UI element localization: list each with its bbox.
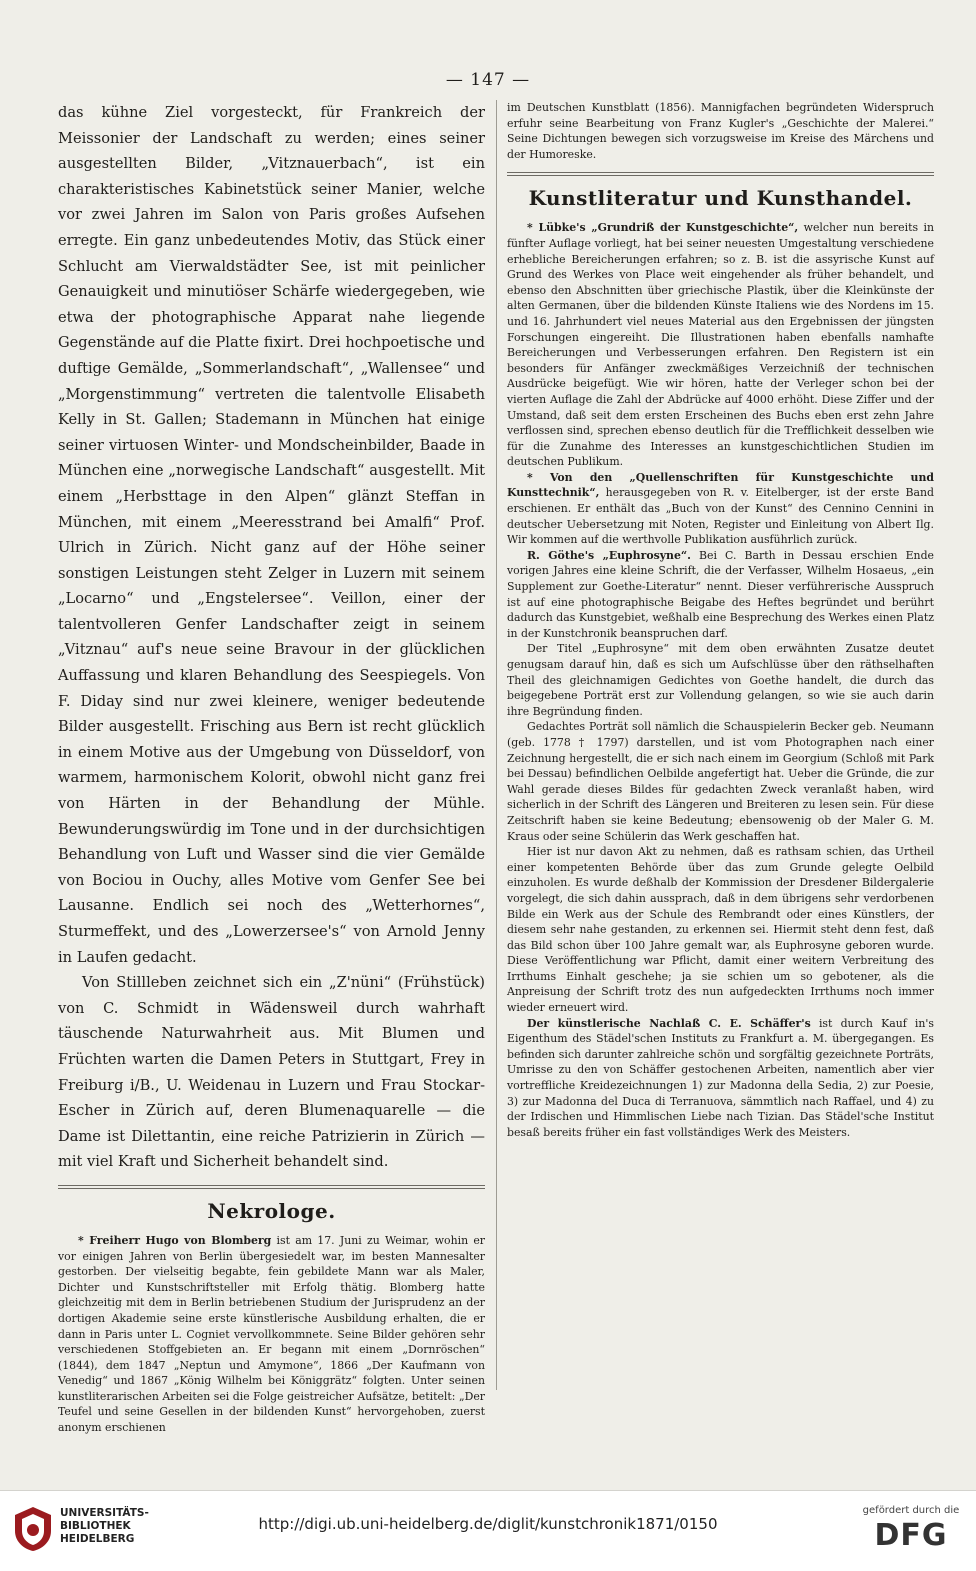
item-luebke (507, 220, 934, 470)
permalink-url[interactable]: http://digi.ub.uni-heidelberg.de/diglit/kunstchronik1871/0150 (258, 1515, 718, 1533)
nekrolog-text: ist am 17. Juni zu Weimar, wohin er vor einigen Jahren von Berlin übergesiedelt war, im besten Mannesalter gestorben. Der vielseitig begabte, fein gebildete Mann war als Maler, Dichter und Kunstschriftsteller mit Erfolg thätig. Blomberg hatte gleichzeitig mit dem in Berlin betriebenen Studium der Jurisprudenz an der dortigen Akademie seine erste künstlerische Ausbildung erhalten, die er dann in Paris unter L. Cogniet vervollkommnete. Seine Bilder gehören sehr verschiedenen Stoffgebieten an. Er begann mit einem „Dornröschen“ (1844), dem 1847 „Neptun und Amymone“, 1866 „Der Kaufmann von Venedig“ und 1867 „König Wilhelm bei Königgrätz“ folgten. Unter seinen kunstliterarischen Arbeiten sei die Folge geistreicher Aufsätze, betitelt: „Der Teufel und seine Gesellen in der bildenden Kunst“ hervorgehoben, zuerst anonym erschienen (58, 1233, 486, 1435)
item-lead: * Von den „Quellenschriften für Kunstgeschichte und Kunsttechnik“, (507, 470, 934, 500)
art-paragraph-1: das kühne Ziel vorgesteckt, für Frankreich der Meissonier der Landschaft zu werden; eines seiner ausgestellten Bilder, „Vitznauerbach“, ist ein charakteristisches Kabinetstück seiner Manier, welche vor zwei Jahren im Salon von Paris großes Aufsehen erregte. Ein ganz unbedeutendes Motiv, das Stück einer Schlucht am Vierwaldstädter See, ist mit peinlicher Genauigkeit und minutiöser Schärfe wiedergegeben, wie etwa der photographische Apparat nahe liegende Gegenstände auf die Platte fixirt. Drei hochpoetische und duftige Gemälde, „Sommerlandschaft“, „Wallensee“ und „Morgenstimmung“ vertreten die talentvolle Elisabeth Kelly in St. Gallen; Stademann in München hat einige seiner virtuosen Winter- und Mondscheinbilder, Baade in München eine „norwegische Landschaft“ ausgestellt. Mit einem „Herbsttage in den Alpen“ glänzt Steffan in München, mit einem „Meeresstrand bei Amalfi“ Prof. Ulrich in Zürich. Nicht ganz auf der Höhe seiner sonstigen Leistungen steht Zelger in Luzern mit seinem „Locarno“ und „Engstelersee“. Veillon, einer der talentvolleren Genfer Landschafter zeigt in seinem „Vitznau“ auf's neue seine Bravour in der glücklichen Auffassung und klaren Behandlung des Seespiegels. Von F. Diday sind nur zwei kleinere, weniger bedeutende Bilder ausgestellt. Frisching aus Bern ist recht glücklich in einem Motive aus der Umgebung von Düsseldorf, von warmem, harmonischem Kolorit, obwohl nicht ganz frei von Härten in der Behandlung der Mühle. Bewunderungswürdig im Tone und in der durchsichtigen Behandlung von Luft und Wasser sind die vier Gemälde von Bociou in Ouchy, alles Motive vom Genfer See bei Lausanne. Endlich sei noch des „Wetterhornes“, Sturmeffekt, und des „Lowerzersee's“ von Arnold Jenny in Laufen gedacht. (58, 104, 485, 966)
viewer-footer (0, 1490, 976, 1571)
item-lead: * Lübke's „Grundriß der Kunstgeschichte“, (527, 221, 799, 235)
nekrolog-lead: * Freiherr Hugo von Blomberg (78, 1233, 272, 1247)
library-line-3: HEIDELBERG (60, 1533, 135, 1545)
item-schaeffer (507, 1016, 934, 1141)
library-line-2: BIBLIOTHEK (60, 1520, 131, 1532)
item-text: ist durch Kauf in's Eigenthum des Städel'schen Instituts zu Frankfurt a. M. übergegangen. Es befinden sich darunter zahlreiche schön und sorgfältig gezeichnete Porträts, Umrisse zu den von Schäffer gestochenen Arbeiten, namentlich aber vier vortreffliche Kreidezeichnungen 1) zur Madonna della Sedia, 2) zur Poesie, 3) zur Madonna del Duca di Terranuova, sämmtlich nach Raffael, und 4) zu der Irdischen und Himmlischen Liebe nach Tizian. Das Städel'sche Institut besaß bereits früher ein fast vollständiges Werk des Meisters. (507, 1016, 935, 1139)
funder-block[interactable] (856, 1505, 966, 1553)
library-line-1: UNIVERSITÄTS- (60, 1507, 149, 1519)
item-euphrosyne (507, 548, 934, 642)
item-euphrosyne-3 (507, 719, 934, 844)
section-rule-right (507, 172, 934, 176)
item-quellenschriften (507, 470, 934, 548)
right-column (507, 100, 934, 1390)
item-euphrosyne-4 (507, 844, 934, 1016)
item-text: Bei C. Barth in Dessau erschien Ende vorigen Jahres eine kleine Schrift, die der Verfasser, Wilhelm Hosaeus, „ein Supplement zur Goethe-Literatur“ nennt. Dieser verführerische Ausspruch ist auf eine photographische Beigabe des Heftes begründet und berührt dadurch das Kunstgebiet, weßhalb eine Besprechung des Werkes einen Platz in der Kunstchronik beanspruchen darf. (507, 548, 934, 640)
funded-by-label: gefördert durch die (862, 1505, 960, 1516)
art-paragraph-2: Von Stillleben zeichnet sich ein „Z'nüni“ (Frühstück) von C. Schmidt in Wädensweil durch wahrhaft täuschende Naturwahrheit aus. Mit Blumen und Früchten warten die Damen Peters in Stuttgart, Frey in Freiburg i/B., U. Weidenau in Luzern und Frau Stockar-Escher in Zürich auf, deren Blumenaquarelle — die Dame ist Dilettantin, eine reiche Patrizierin in Zürich — mit viel Kraft und Sicherheit behandelt sind. (58, 974, 485, 1171)
item-text: Gedachtes Porträt soll nämlich die Schauspielerin Becker geb. Neumann (geb. 1778 † 1797) darstellen, und ist vom Photographen nach einer Zeichnung hergestellt, die er sich nach einem im Georgium (Schloß mit Park bei Dessau) befindlichen Oelbilde angefertigt hat. Ueber die Gründe, die zur Wahl gerade dieses Bildes für gedachten Zweck veranlaßt haben, wird sicherlich in der Schrift des Längeren und Breiteren zu lesen sein. Für diese Zeitschrift haben sie keine Bedeutung; ebensowenig ob der Maler G. M. Kraus oder seine Schülerin das Werk geschaffen hat. (507, 720, 934, 843)
item-text: Hier ist nur davon Akt zu nehmen, daß es rathsam schien, das Urtheil einer kompetenten Behörde über das zum Grunde gelegte Oelbild einzuholen. Es wurde deßhalb der Kommission der Dresdener Bildergalerie vorgelegt, die sich dahin aussprach, daß in dem übrigens sehr verdorbenen Bilde ein Werk aus der Schule des Rembrandt oder eines Künstlers, der diesem sehr nahe gestanden, zu erkennen sei. Hiermit steht denn fest, daß das Bild schon über 100 Jahre gemalt war, als Euphrosyne geboren wurde. Diese Veröffentlichung war Pflicht, damit einer weitern Verbreitung des Irrthums Einhalt geschehe; ja sie schien um so gebotener, als die Anpreisung der Schrift trotz des nun aufgedeckten Irrthums noch immer wieder erneuert wird. (507, 845, 934, 1015)
section-rule (58, 1185, 485, 1189)
nekrolog-entry (58, 1233, 485, 1436)
item-lead: R. Göthe's „Euphrosyne“. (527, 548, 691, 562)
page-number: — 147 — (445, 70, 531, 90)
section-title-kunstliteratur: Kunstliteratur und Kunsthandel. (528, 186, 913, 211)
item-text: Der Titel „Euphrosyne“ mit dem oben erwähnten Zusatze deutet genugsam darauf hin, daß es sich um Aufschlüsse über den räthselhaften Theil des gleichnamigen Gedichtes von Goethe handelt, die durch das beigegebene Porträt erst zur Vollendung gelangen, so wie sie auch darin ihre Begründung finden. (507, 642, 934, 718)
right-intro: im Deutschen Kunstblatt (1856). Mannigfachen begründeten Widerspruch erfuhr seine Bearbeitung von Franz Kugler's „Geschichte der Malerei.“ Seine Dichtungen bewegen sich vorzugsweise im Kreise des Märchens und der Humoreske. (507, 101, 934, 161)
left-column (58, 100, 486, 1435)
item-text: welcher nun bereits in fünfter Auflage vorliegt, hat bei seiner neuesten Umgestaltung verschiedene erhebliche Bereicherungen erfahren; so z. B. ist die assyrische Kunst auf Grund des Werkes von Place weit eingehender als früher behandelt, und ebenso den Abschnitten über griechische Plastik, über die Kleinkünste der alten Germanen, über die bildenden Künste Italiens wie des Nordens im 15. und 16. Jahrhundert viel neues Material aus den Ergebnissen der jüngsten Forschungen eingereiht. Die Illustrationen haben ebenfalls namhafte Bereicherungen und Verbesserungen erfahren. Den Registern ist ein besonders für Anfänger zweckmäßiges Verzeichniß der technischen Ausdrücke beigefügt. Wie wir hören, hatte der Verleger schon bei der vierten Auflage die Zahl der Abdrücke auf 4000 erhöht. Diese Ziffer und der Umstand, daß seit dem ersten Erscheinen des Buchs eben erst zehn Jahre verflossen sind, sprechen ebenso deutlich für die Trefflichkeit desselben wie für die Zunahme des Interesses an kunstgeschichtlichen Studien im deutschen Publikum. (507, 221, 934, 469)
section-title-nekrologe: Nekrologe. (207, 1198, 336, 1223)
dfg-logo: DFG (874, 1518, 948, 1553)
item-euphrosyne-2 (507, 641, 934, 719)
item-lead: Der künstlerische Nachlaß C. E. Schäffer's (527, 1016, 811, 1030)
column-divider (496, 100, 497, 1390)
item-text: herausgegeben von R. v. Eitelberger, ist der erste Band erschienen. Er enthält das „Buch von der Kunst“ des Cennino Cennini in deutscher Uebersetzung mit Noten, Register und Einleitung von Albert Ilg. Wir kommen auf die werthvolle Publikation ausführlich zurück. (507, 486, 934, 547)
